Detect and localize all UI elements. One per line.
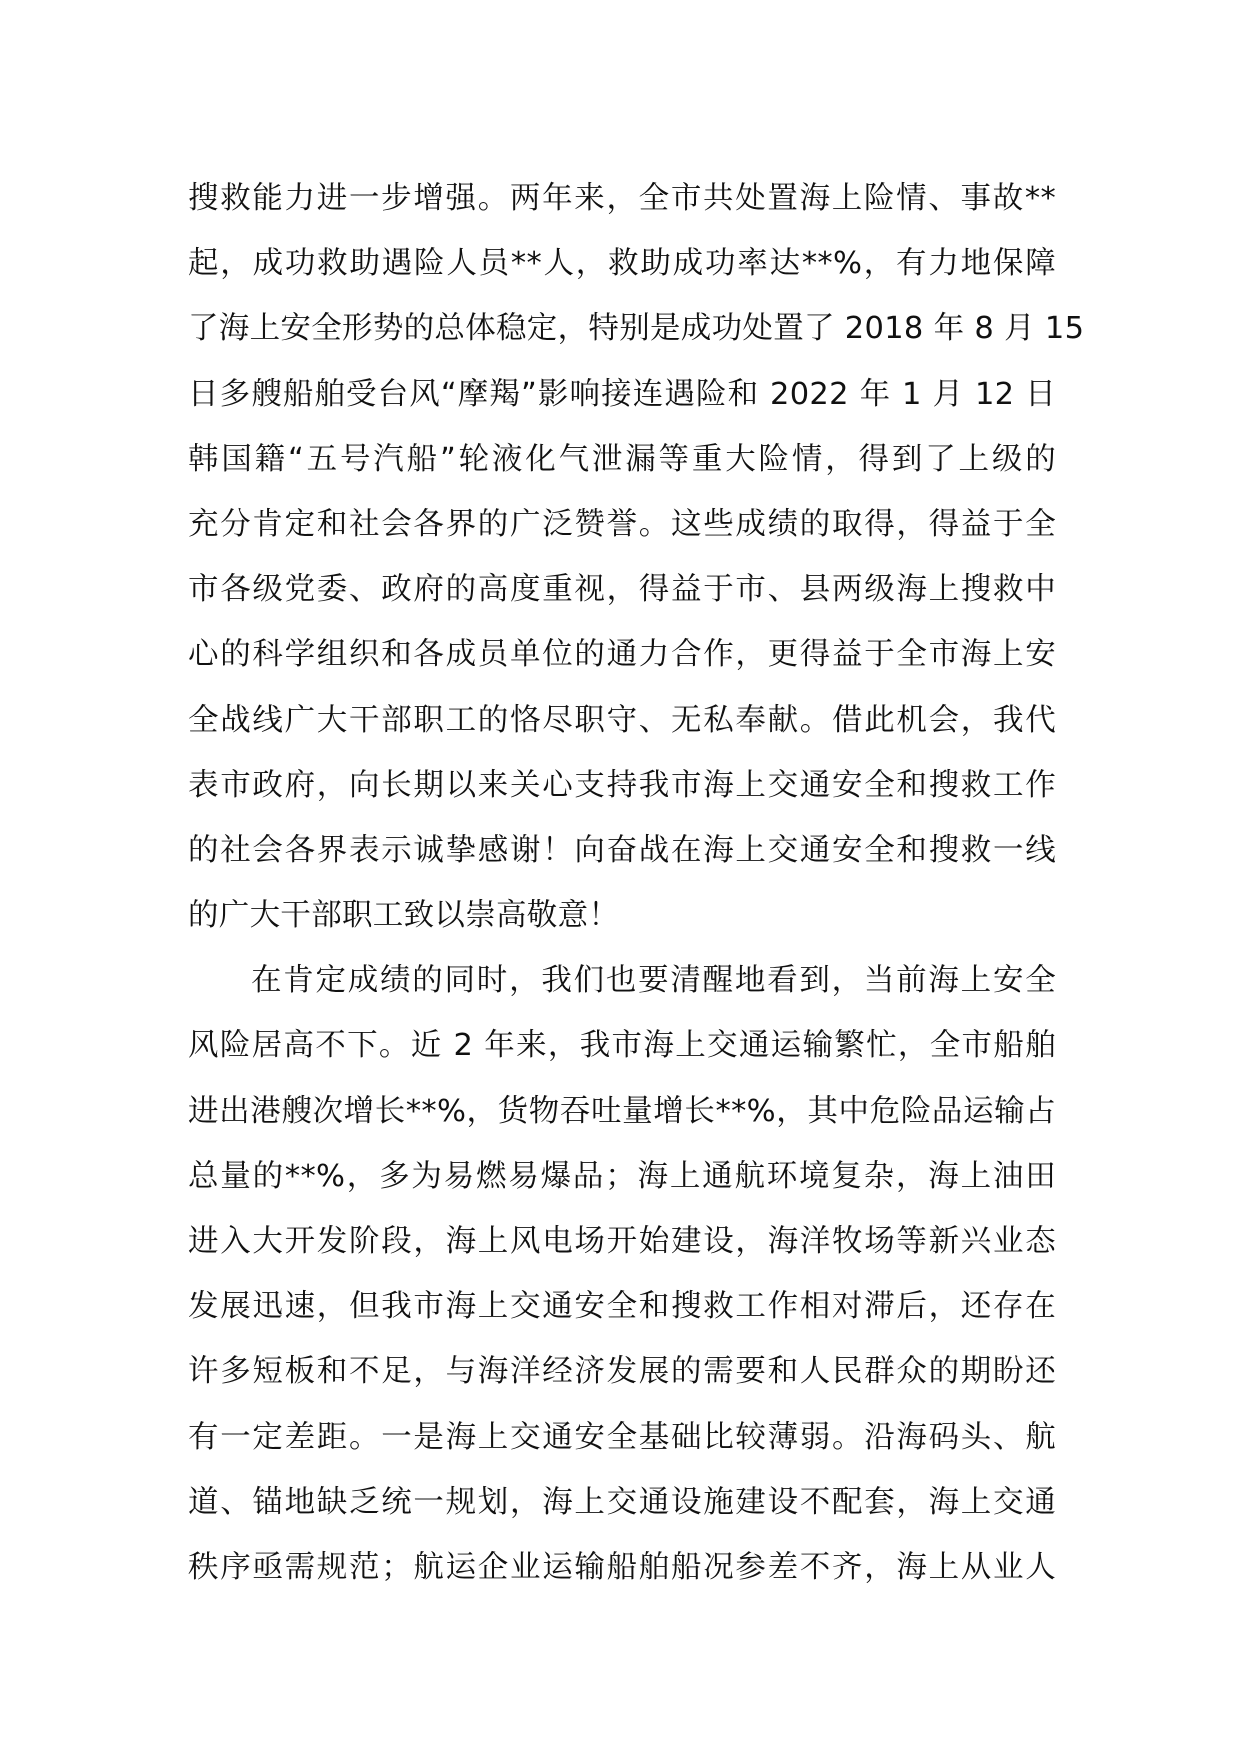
text-line: 了海上安全形势的总体稳定，特别是成功处置了 2018 年 8 月 15	[188, 311, 1085, 347]
text-line: 许多短板和不足，与海洋经济发展的需要和人民群众的期盼还	[188, 1354, 1056, 1390]
text-line: 充分肯定和社会各界的广泛赞誉。这些成绩的取得，得益于全	[188, 506, 1056, 542]
text-line: 韩国籍“五号汽船”轮液化气泄漏等重大险情，得到了上级的	[188, 441, 1056, 477]
text-line: 全战线广大干部职工的恪尽职守、无私奉献。借此机会，我代	[188, 702, 1056, 738]
text-line: 进入大开发阶段，海上风电场开始建设，海洋牧场等新兴业态	[188, 1224, 1056, 1259]
paragraph-first-line: 在肯定成绩的同时，我们也要清醒地看到，当前海上安全	[251, 963, 1056, 999]
text-line: 的广大干部职工致以崇高敬意！	[188, 898, 620, 934]
text-line: 道、锚地缺乏统一规划，海上交通设施建设不配套，海上交通	[188, 1484, 1056, 1520]
text-line: 风险居高不下。近 2 年来，我市海上交通运输繁忙，全市船舶	[188, 1028, 1056, 1064]
text-line: 有一定差距。一是海上交通安全基础比较薄弱。沿海码头、航	[188, 1419, 1056, 1455]
text-line: 发展迅速，但我市海上交通安全和搜救工作相对滞后，还存在	[188, 1289, 1056, 1325]
text-line: 日多艘船舶受台风“摩羯”影响接连遇险和 2022 年 1 月 12 日	[188, 376, 1056, 412]
text-line: 进出港艘次增长**%，货物吞吐量增长**%，其中危险品运输占	[188, 1093, 1056, 1129]
text-line: 总量的**%，多为易燃易爆品；海上通航环境复杂，海上油田	[188, 1158, 1056, 1194]
text-line: 心的科学组织和各成员单位的通力合作，更得益于全市海上安	[188, 637, 1056, 673]
text-line: 起，成功救助遇险人员**人，救助成功率达**%，有力地保障	[188, 246, 1056, 282]
text-line: 秩序亟需规范；航运企业运输船舶船况参差不齐，海上从业人	[188, 1549, 1056, 1585]
body-text	[188, 166, 1085, 1600]
text-line: 的社会各界表示诚挚感谢！向奋战在海上交通安全和搜救一线	[188, 832, 1056, 868]
text-line: 搜救能力进一步增强。两年来，全市共处置海上险情、事故**	[188, 181, 1056, 216]
text-line: 市各级党委、政府的高度重视，得益于市、县两级海上搜救中	[188, 572, 1056, 608]
text-line: 表市政府，向长期以来关心支持我市海上交通安全和搜救工作	[188, 767, 1056, 803]
